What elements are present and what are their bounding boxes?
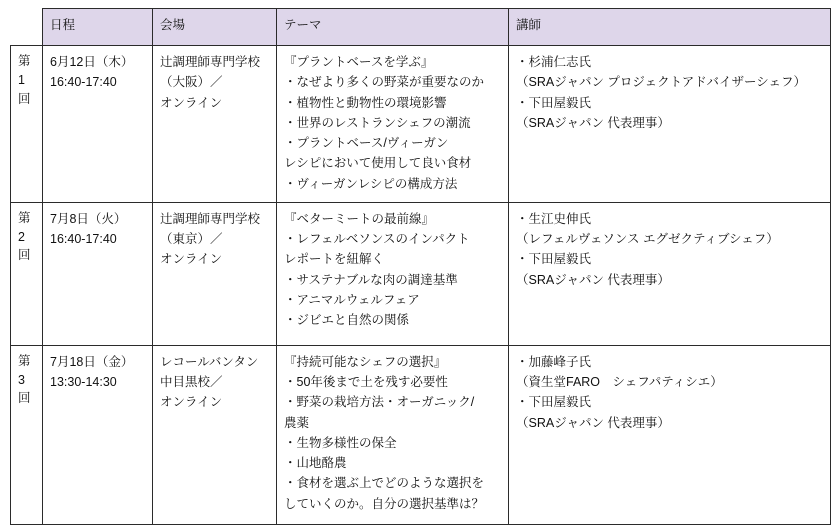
theme-item: ・なぜより多くの野菜が重要なのか — [284, 75, 485, 90]
lecturer-affiliation: （SRAジャパン プロジェクトアドバイザーシェフ） — [516, 75, 807, 90]
lecturer-name: ・下田屋毅氏 — [516, 252, 592, 267]
session-venue — [153, 202, 277, 345]
date-line: 6月12日（木） — [50, 55, 134, 69]
theme-item: ・サステナブルな肉の調達基準 — [284, 272, 458, 287]
time-line: 16:40-17:40 — [50, 75, 117, 90]
venue-line: 中目黒校／ — [160, 375, 223, 389]
theme-item: ・植物性と動物性の環境影響 — [284, 95, 447, 110]
table-row — [11, 202, 831, 345]
time-line: 16:40-17:40 — [50, 232, 117, 246]
session-theme — [277, 46, 509, 203]
venue-line: 辻調理師専門学校 — [160, 55, 261, 69]
theme-item: ・アニマルウェルフェア — [284, 292, 420, 307]
theme-item: ・食材を選ぶ上でどのような選択を — [284, 476, 485, 491]
session-lecturers — [509, 202, 831, 345]
theme-title: 『ベターミートの最前線』 — [284, 211, 435, 226]
session-date — [43, 345, 153, 524]
session-theme — [277, 202, 509, 345]
theme-item: していくのか。自分の選択基準は？ — [284, 496, 485, 511]
header-cell-theme: テーマ — [277, 9, 509, 46]
lecturer-affiliation: （SRAジャパン 代表理事） — [516, 415, 670, 430]
theme-title: 『プラントベースを学ぶ』 — [284, 55, 434, 69]
lecturer-name: ・加藤峰子氏 — [516, 354, 592, 369]
table-row — [11, 46, 831, 203]
header-row — [11, 9, 831, 46]
venue-line: オンライン — [160, 95, 223, 110]
table-body — [11, 46, 831, 525]
theme-item: ・世界のレストランシェフの潮流 — [284, 115, 471, 130]
session-lecturers — [509, 345, 831, 524]
session-number: 第2回 — [11, 202, 43, 345]
theme-item: 農薬 — [284, 415, 310, 430]
session-date — [43, 202, 153, 345]
date-line: 7月18日（金） — [50, 354, 134, 369]
theme-item: ・ジビエと自然の関係 — [284, 313, 410, 327]
lecturer-name: ・杉浦仁志氏 — [516, 55, 592, 69]
venue-line: レコールバンタン — [160, 354, 259, 369]
lecturer-name: ・生江史伸氏 — [516, 211, 592, 226]
table-row — [11, 345, 831, 524]
theme-item: レポートを紐解く — [284, 252, 385, 267]
lecturer-affiliation: （資生堂FARO シェフパティシエ） — [516, 375, 723, 389]
venue-line: オンライン — [160, 395, 223, 410]
venue-line: オンライン — [160, 252, 223, 267]
session-theme — [277, 345, 509, 524]
theme-item: レシピにおいて使用して良い食材 — [284, 156, 472, 171]
theme-item: ・野菜の栽培方法・オーガニック/ — [284, 395, 475, 410]
header-cell-lecturer: 講師 — [509, 9, 831, 46]
lecturer-name: ・下田屋毅氏 — [516, 395, 592, 410]
theme-item: ・プラントベース/ヴィーガン — [284, 136, 449, 150]
venue-line: （大阪）／ — [160, 75, 223, 90]
venue-line: 辻調理師専門学校 — [160, 211, 261, 226]
time-line: 13:30-14:30 — [50, 375, 117, 389]
table-header — [11, 9, 831, 46]
lecturer-affiliation: （レフェルヴェソンス エグゼクティブシェフ） — [516, 232, 779, 246]
theme-title: 『持続可能なシェフの選択』 — [284, 354, 447, 369]
date-line: 7月8日（火） — [50, 211, 127, 226]
session-lecturers — [509, 46, 831, 203]
theme-item: ・レフェルベソンスのインパクト — [284, 232, 470, 246]
header-cell-blank — [11, 9, 43, 46]
header-cell-venue: 会場 — [153, 9, 277, 46]
schedule-table — [10, 8, 831, 525]
theme-item: ・ヴィーガンレシピの構成方法 — [284, 176, 458, 191]
header-cell-date: 日程 — [43, 9, 153, 46]
session-number: 第3回 — [11, 345, 43, 524]
lecturer-affiliation: （SRAジャパン 代表理事） — [516, 115, 670, 130]
theme-item: ・山地酪農 — [284, 456, 347, 470]
theme-item: ・50年後まで土を残す必要性 — [284, 375, 448, 389]
session-venue — [153, 345, 277, 524]
lecturer-affiliation: （SRAジャパン 代表理事） — [516, 272, 670, 287]
venue-line: （東京）／ — [160, 232, 223, 246]
session-number: 第1回 — [11, 46, 43, 203]
session-venue — [153, 46, 277, 203]
session-date — [43, 46, 153, 203]
lecturer-name: ・下田屋毅氏 — [516, 95, 592, 110]
theme-item: ・生物多様性の保全 — [284, 435, 397, 450]
